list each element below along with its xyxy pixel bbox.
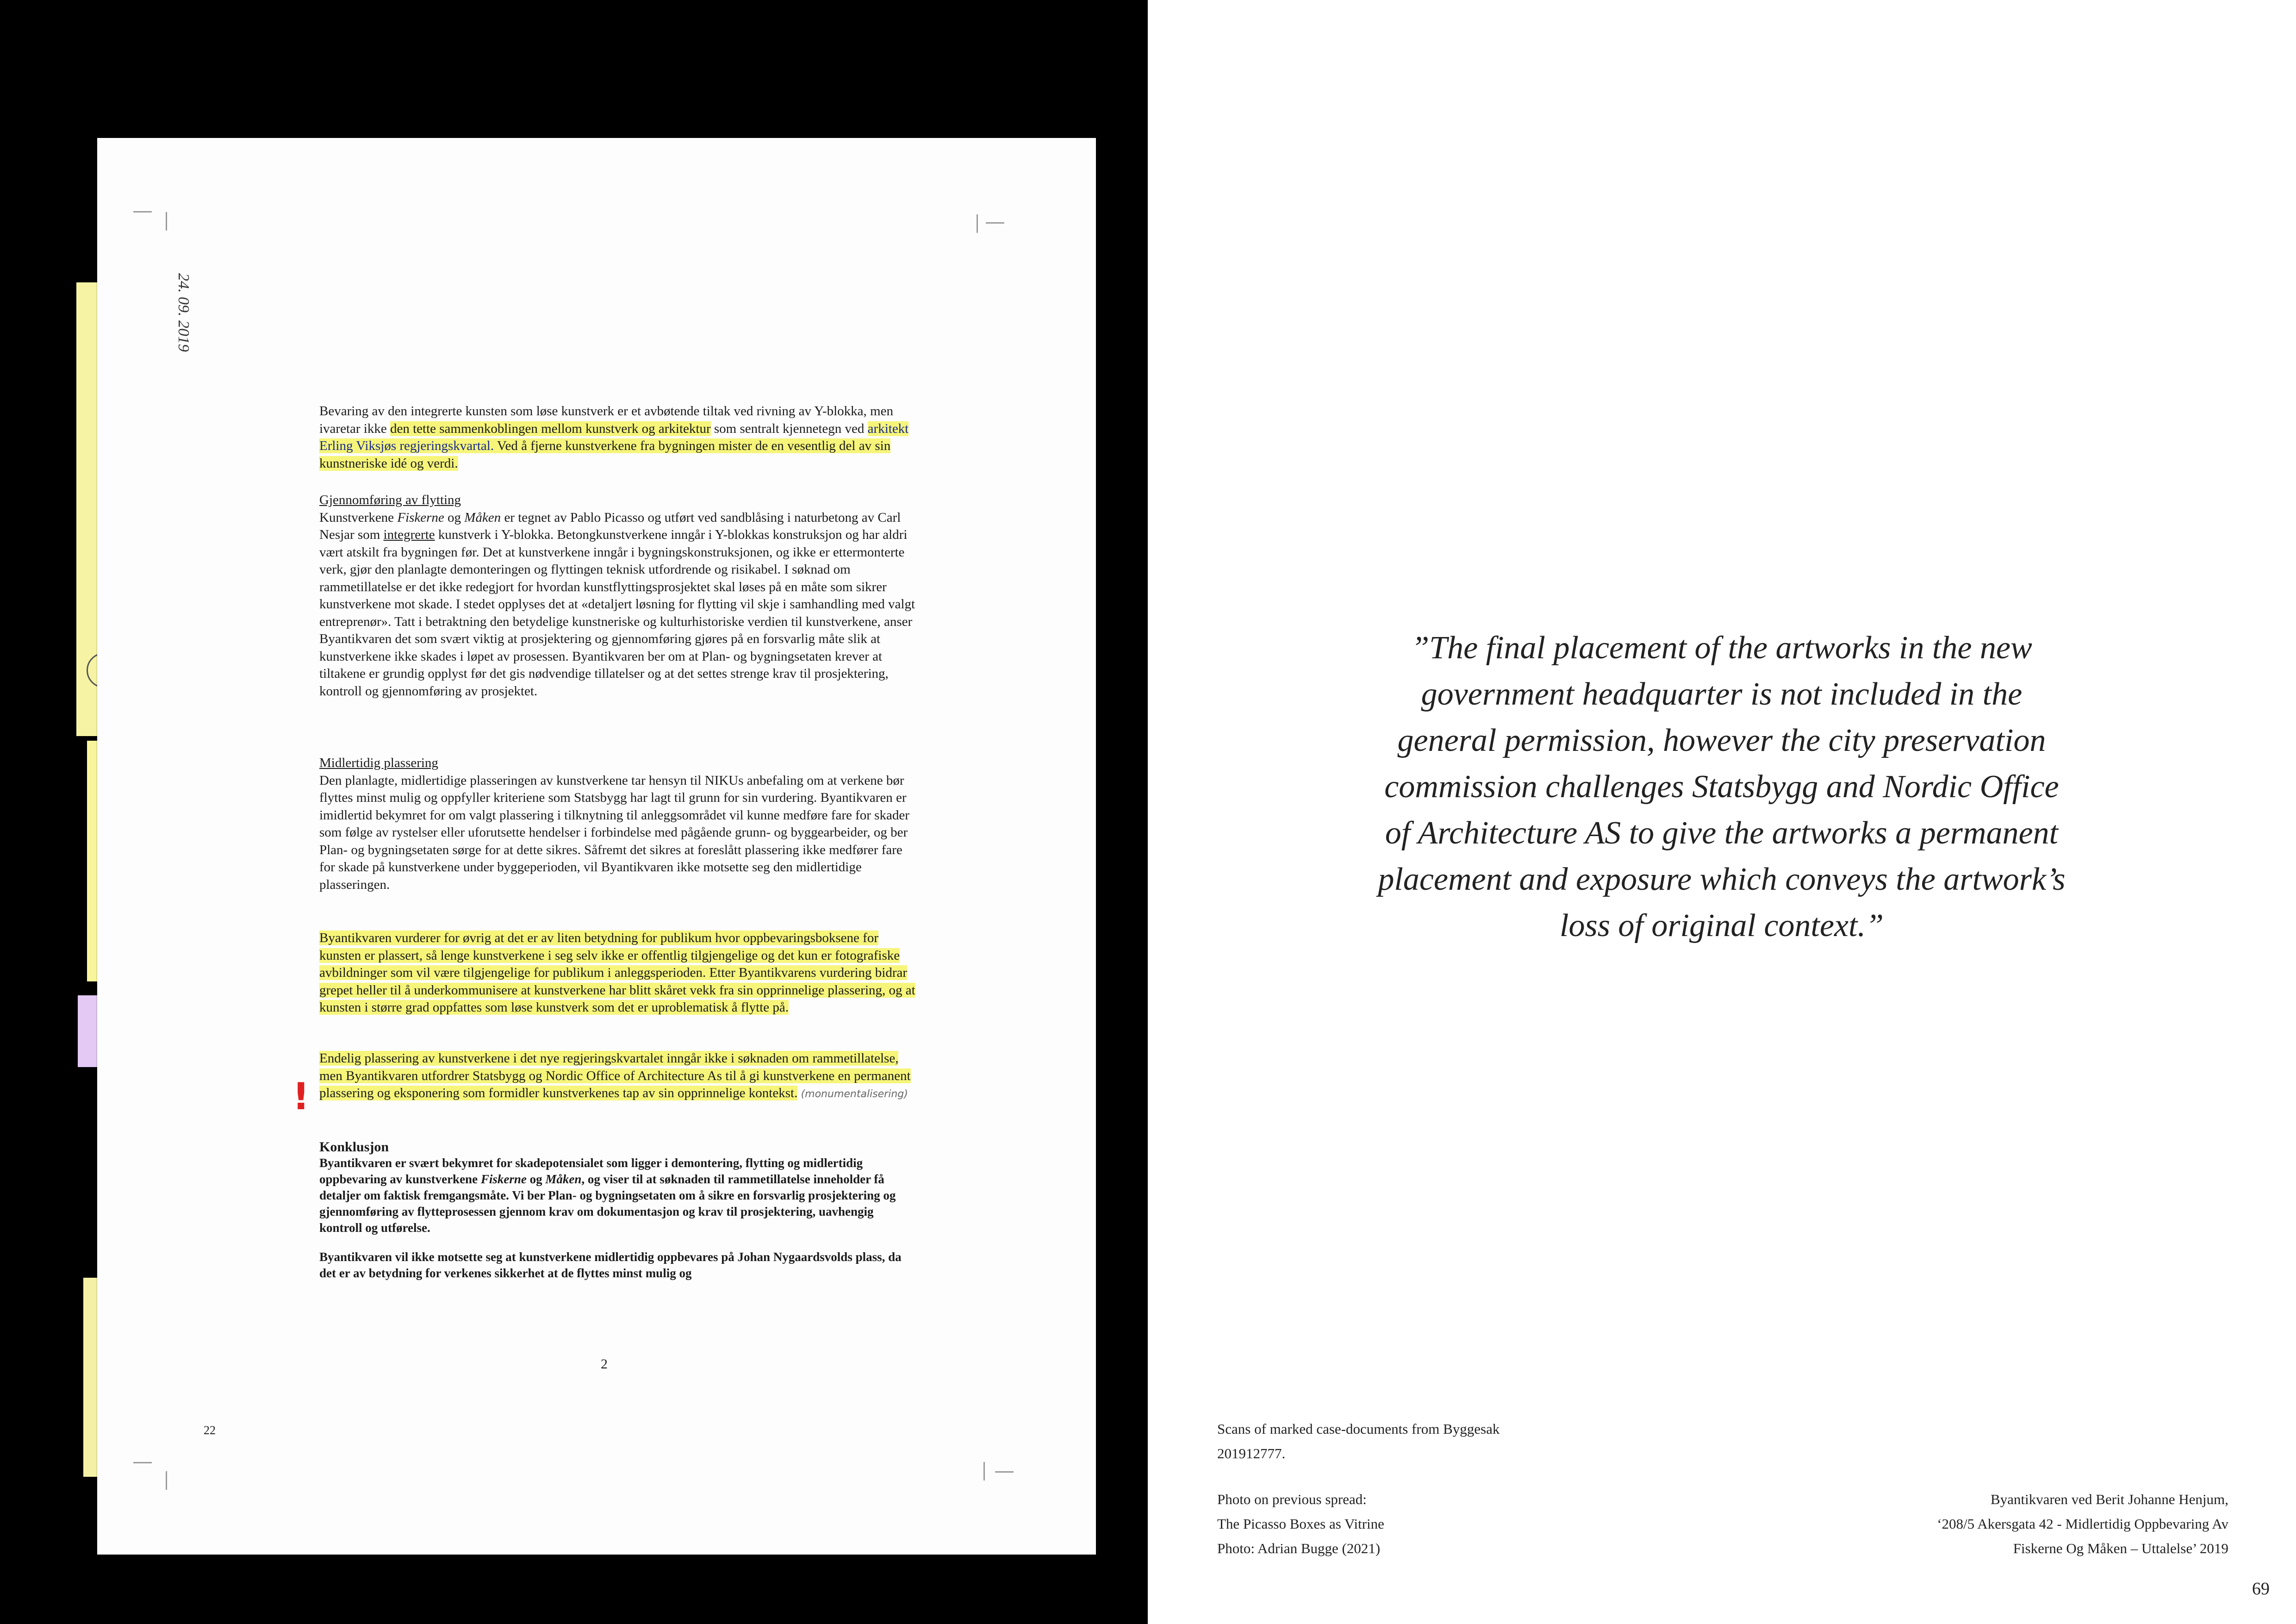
crop-mark — [977, 214, 978, 233]
section-midlertidig: Midlertidig plassering Den planlagte, midlertidige plasseringen av kunstverkene tar hensyn til NIKUs anbefaling om at verkene bør flyttes minst mulig og oppfyller kriteriene som Statsbygg har lagt til grunn for sin vurdering. Byantikvaren er imidlertid bekymret for om valgt plassering i tilknytning til anleggsområdet vil kunne medføre fare for skader som følge av rystelser eller uforutsette hendelser i forbindelse med pågående grunn- og byggearbeider, og ber Plan- og bygningsetaten sørge for at dette sikres. Såfremt det sikres at foreslått plassering ikke medfører fare for skade på kunstverkene under byggeperioden, vil Byantikvaren ikke motsette seg den midlertidige plasseringen. — [319, 755, 916, 893]
red-exclamation-mark: ! — [292, 1075, 310, 1118]
pull-quote: ”The final placement of the artworks in the new government headquarter is not included in the general permission, however the city preservation commission challenges Statsbygg and Nordic Office of Architecture AS to give the artworks a permanent placement and exposure which conveys the artwork’s loss of original context.” — [1378, 630, 2066, 943]
crop-mark — [986, 222, 1004, 224]
crop-mark — [133, 211, 152, 212]
paragraph-vurdering: Byantikvaren vurderer for øvrig at det er av liten betydning for publikum hvor oppbevaringsboksene for kunsten er plassert, så lenge kunstverkene i seg selv ikke er offentlig tilgjengelige og det kun er fotografiske avbildninger som vil være tilgjengelige for publikum i anleggsperioden. Etter Byantikvarens vurdering bidrar grepet heller til å underkommunisere at kunstverkene har blitt skåret vekk fra sin opprinnelige plassering, og at kunsten i større grad oppfattes som løse kunstverk som det er uproblematisk å flytte på. — [319, 931, 915, 1015]
crop-mark — [166, 1471, 167, 1490]
section-heading: Midlertidig plassering — [319, 756, 438, 770]
intro-paragraph: Bevaring av den integrerte kunsten som løse kunstverk er et avbøtende tiltak ved rivning av Y-blokka, men ivaretar ikke den tette sammenkoblingen mellom kunstverk og arkitektur som sentralt kjennetegn ved arkitekt Erling Viksjøs regjeringskvartal. Ved å fjerne kunstverkene fra bygningen mister de en vesentlig del av sin kunstneriske idé og verdi. — [319, 404, 909, 471]
section-heading: Konklusjon — [319, 1139, 389, 1155]
section-konklusjon: Konklusjon Byantikvaren er svært bekymret for skadepotensialet som ligger i demontering, flytting og midlertidig oppbevaring av kunstverkene Fiskerne og Måken, og viser til at søknaden til rammetillatelse inneholder få detaljer om faktisk fremgangsmåte. Vi ber Plan- og bygningsetaten om å sikre en forsvarlig prosjektering og gjennomføring av flytteprosessen gjennom krav om dokumentasjon og krav til prosjektering, uavhengig kontroll og utførelse. Byantikvaren vil ikke motsette seg at kunstverkene midlertidig oppbevares på Johan Nygaardsvolds plass, da det er av betydning for verkenes sikkerhet at de flyttes minst mulig og — [319, 1139, 916, 1281]
handwritten-margin-note: (monumentalisering) — [801, 1088, 908, 1100]
scan-page-number: 22 — [204, 1424, 216, 1437]
page-number: 69 — [2252, 1579, 2270, 1599]
crop-mark — [983, 1462, 985, 1480]
crop-mark — [995, 1471, 1014, 1473]
crop-mark — [133, 1462, 152, 1463]
caption-scans: Scans of marked case-documents from Byggesak 201912777. — [1217, 1421, 1500, 1462]
caption-photo-credit: Photo on previous spread: The Picasso Boxes as Vitrine Photo: Adrian Bugge (2021) — [1217, 1491, 1384, 1556]
date-stamp: 24. 09. 2019 — [175, 273, 192, 352]
crop-mark — [166, 212, 167, 231]
document-page-number: 2 — [601, 1356, 608, 1372]
section-heading: Gjennomføring av flytting — [319, 493, 461, 507]
caption-source: Byantikvaren ved Berit Johanne Henjum, ‘208/5 Akersgata 42 - Midlertidig Oppbevaring Av Fiskerne Og Måken – Uttalelse’ 2019 — [1937, 1491, 2228, 1556]
paragraph-endelig-plassering: Endelig plassering av kunstverkene i det nye regjeringskvartalet inngår ikke i søknaden om rammetillatelse, men Byantikvaren utfordrer Statsbygg og Nordic Office of Architecture As til å gi kunstverkene en permanent plassering og eksponering som formidler kunstverkenes tap av sin opprinnelige kontekst. (monumentalisering) — [319, 1051, 911, 1100]
section-gjennomforing: Gjennomføring av flytting Kunstverkene Fiskerne og Måken er tegnet av Pablo Picasso og utført ved sandblåsing i naturbetong av Carl Nesjar som integrerte kunstverk i Y-blokka. Betongkunstverkene inngår i Y-blokkas konstruksjon og har aldri vært atskilt fra bygningen før. Det at kunstverkene inngår i bygningskonstruksjonen, og ikke er ettermonterte verk, gjør den planlagte demonteringen og flyttingen teknisk utfordrende og risikabel. I søknad om rammetillatelse er det ikke redegjort for hvordan kunstflyttingsprosjektet skal løses på en måte som sikrer kunstverkene mot skade. I stedet opplyses det at «detaljert løsning for flytting vil skje i samhandling med valgt entreprenør». Tatt i betraktning den betydelige kunstneriske og kulturhistoriske verdien til kunstverkene, anser Byantikvaren det som svært viktig at prosjektering og gjennomføring gjøres på en forsvarlig måte slik at kunstverkene ikke skades i løpet av prosessen. Byantikvaren ber om at Plan- og bygningsetaten krever at tiltakene er grundig opplyst før det gis nødvendige tillatelser og at det settes strenge krav til prosjektering, kontroll og gjennomføring av prosjektet. — [319, 492, 916, 700]
